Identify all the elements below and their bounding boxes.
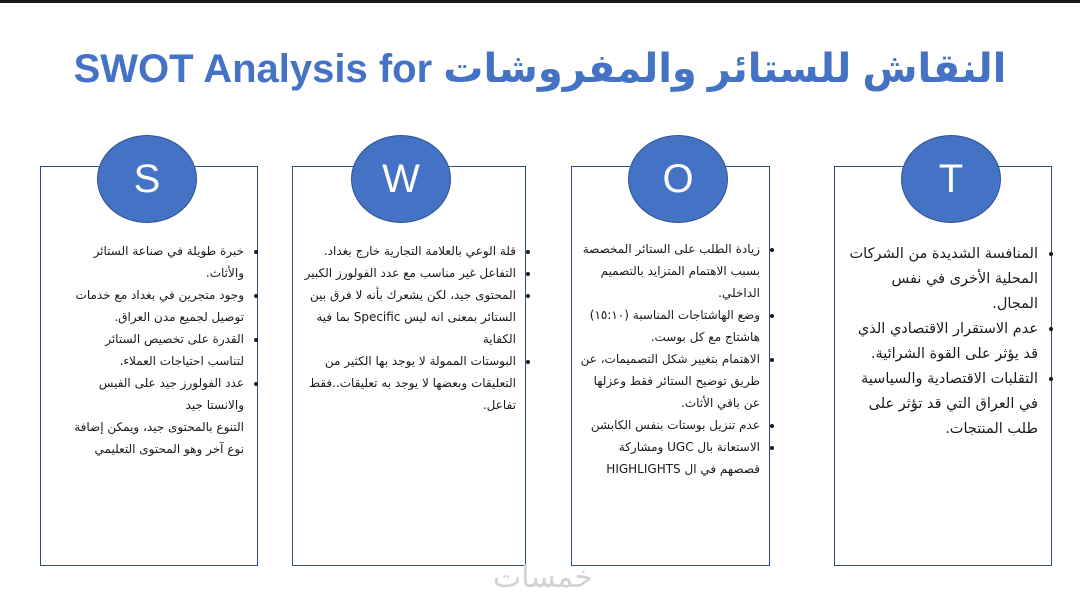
page-title: [0, 46, 1080, 92]
title-arabic: النقاش للستائر والمفروشات: [443, 47, 1007, 91]
strength-item: • القدرة على تخصيص الستائر لتناسب احتياجات العملاء.: [70, 328, 244, 372]
opportunity-item: • وضع الهاشتاجات المناسبة (١٥:١٠) هاشتاج مع كل بوست.: [580, 304, 760, 348]
strengths-circle: S: [97, 135, 197, 223]
weaknesses-circle: W: [351, 135, 451, 223]
opportunity-item: • الاهتمام بتغيير شكل التصميمات، عن طريق توضيح الستائر فقط وعزلها عن باقي الأثاث.: [580, 348, 760, 414]
opportunity-item: • الاستعانة بال UGC ومشاركة قصصهم في ال HIGHLIGHTS: [580, 436, 760, 480]
threats-circle: T: [901, 135, 1001, 223]
title-latin: SWOT Analysis for: [73, 47, 433, 91]
opportunities-list: [580, 238, 774, 480]
weakness-item: • المحتوى جيد، لكن يشعرك بأنه لا فرق بين الستائر بمعنى انه ليس Specific بما فيه الكفاية: [304, 284, 516, 350]
top-border-line: [0, 0, 1080, 3]
watermark-logo: خمسات: [492, 560, 594, 595]
opportunity-item: • عدم تنزيل بوستات بنفس الكابشن: [580, 414, 760, 436]
weaknesses-list: [304, 240, 530, 416]
opportunity-item: • زيادة الطلب على الستائر المخصصة بسبب الاهتمام المتزايد بالتصميم الداخلي.: [580, 238, 760, 304]
opportunities-circle: O: [628, 135, 728, 223]
strength-item: • وجود متجرين في بغداد مع خدمات توصيل لجميع مدن العراق.: [70, 284, 244, 328]
threat-item: • المنافسة الشديدة من الشركات المحلية الأخرى في نفس المجال.: [842, 242, 1038, 317]
weakness-item: • البوستات الممولة لا يوجد بها الكثير من التعليقات وبعضها لا يوجد به تعليقات..فقط تفاعل.: [304, 350, 516, 416]
strengths-list: [70, 240, 258, 460]
strength-item: • خبرة طويلة في صناعة الستائر والأثاث.: [70, 240, 244, 284]
strength-item: • عدد الفولورز جيد على الفيس والانستا جيد: [70, 372, 244, 416]
strength-extra-line: التنوع بالمحتوى جيد، ويمكن إضافة نوع آخر وهو المحتوى التعليمي: [74, 420, 244, 456]
weakness-item: • التفاعل غير مناسب مع عدد الفولورز الكبير: [304, 262, 516, 284]
weakness-item: • قلة الوعي بالعلامة التجارية خارج بغداد.: [304, 240, 516, 262]
threat-item: • التقلبات الاقتصادية والسياسية في العراق التي قد تؤثر على طلب المنتجات.: [842, 367, 1038, 442]
threat-item: • عدم الاستقرار الاقتصادي الذي قد يؤثر على القوة الشرائية.: [842, 317, 1038, 367]
threats-list: [842, 242, 1052, 442]
